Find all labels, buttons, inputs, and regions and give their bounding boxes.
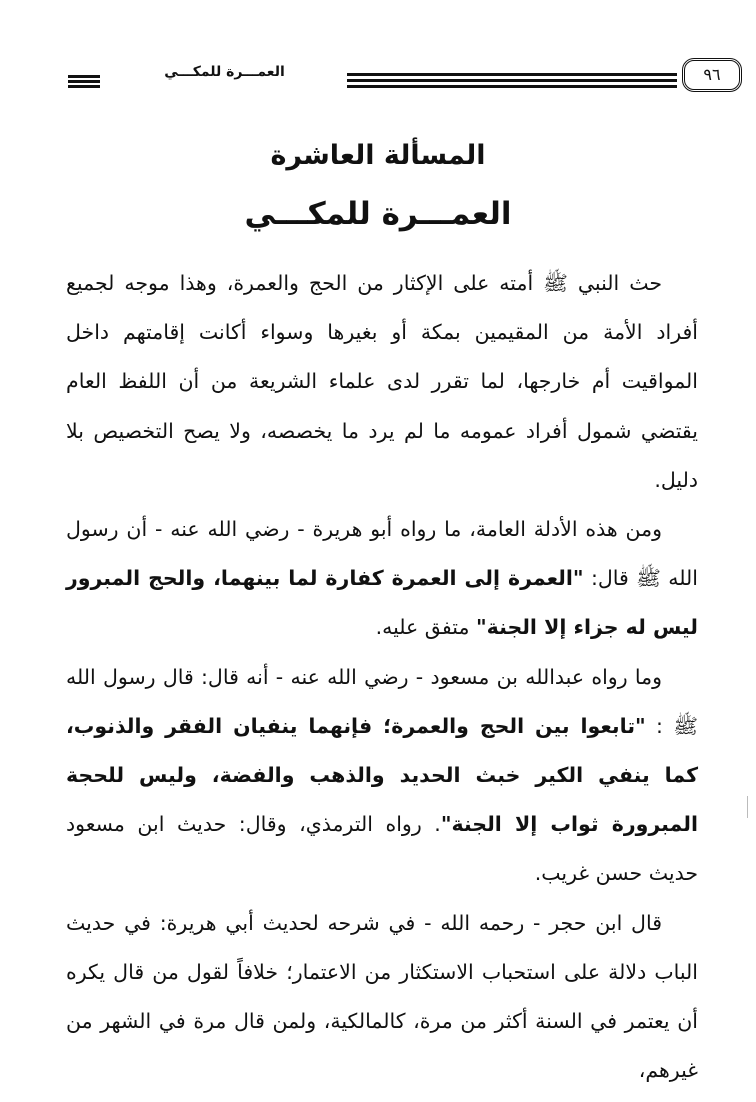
running-title: العمـــرة للمكـــي (164, 64, 285, 80)
header-rule-left-1 (68, 75, 100, 78)
hadith-quote-1: "العمرة إلى العمرة كفارة لما بينهما، والحج المبرور ليس له جزاء إلا الجنة" (66, 566, 698, 640)
header-rule-right-2 (347, 79, 677, 82)
hadith-quote-2: "تابعوا بين الحج والعمرة؛ فإنهما ينفيان الفقر والذنوب، كما ينفي الكير خبث الحديد والذهب والفضة، وليس للحجة المبرورة ثواب إلا الجنة" (66, 713, 699, 837)
paragraph-3-source: . رواه الترمذي، وقال: حديث ابن مسعود حديث حسن غريب. (66, 812, 698, 886)
page-number: ٩٦ (682, 58, 742, 92)
header-rule-right-1 (347, 73, 677, 76)
paragraph-3-intro: وما رواه عبدالله بن مسعود - رضي الله عنه - أنه قال: قال رسول الله ﷺ : (66, 664, 698, 738)
paragraph-2-intro: ومن هذه الأدلة العامة، ما رواه أبو هريرة - رضي الله عنه - أن رسول الله ﷺ قال: (66, 517, 698, 591)
section-title: المسألة العاشرة (270, 140, 486, 171)
header-rule-left-2 (68, 80, 100, 83)
header-rule-left-3 (68, 85, 100, 88)
paragraph-2 (66, 505, 698, 653)
running-header (62, 58, 721, 94)
paragraph-4: قال ابن حجر - رحمه الله - في شرحه لحديث أبي هريرة: في حديث الباب دلالة على استحباب الاستكثار من الاعتمار؛ خلافاً لقول من قال يكره أن يعتمر في السنة أكثر من مرة، كالمالكية، ولمن قال مرة في الشهر من غيرهم، (66, 910, 698, 1083)
paragraph-3 (66, 653, 698, 899)
paragraph-2-source: متفق عليه. (375, 615, 476, 640)
section-subtitle: العمـــرة للمكـــي (244, 196, 512, 232)
paragraph-1: حث النبي ﷺ أمته على الإكثار من الحج والعمرة، وهذا موجه لجميع أفراد الأمة من المقيمين بمكة أو بغيرها وسواء أكانت إقامتهم داخل المواقيت أم خارجها، لما تقرر لدى علماء الشريعة من أن اللفظ العام يقتضي شمول أفراد عمومه ما لم يرد ما يخصصه، ولا يصح التخصيص بلا دليل. (66, 271, 698, 492)
body-text (66, 259, 698, 1095)
scan-mark (742, 796, 748, 818)
header-rule-right-3 (347, 85, 677, 88)
